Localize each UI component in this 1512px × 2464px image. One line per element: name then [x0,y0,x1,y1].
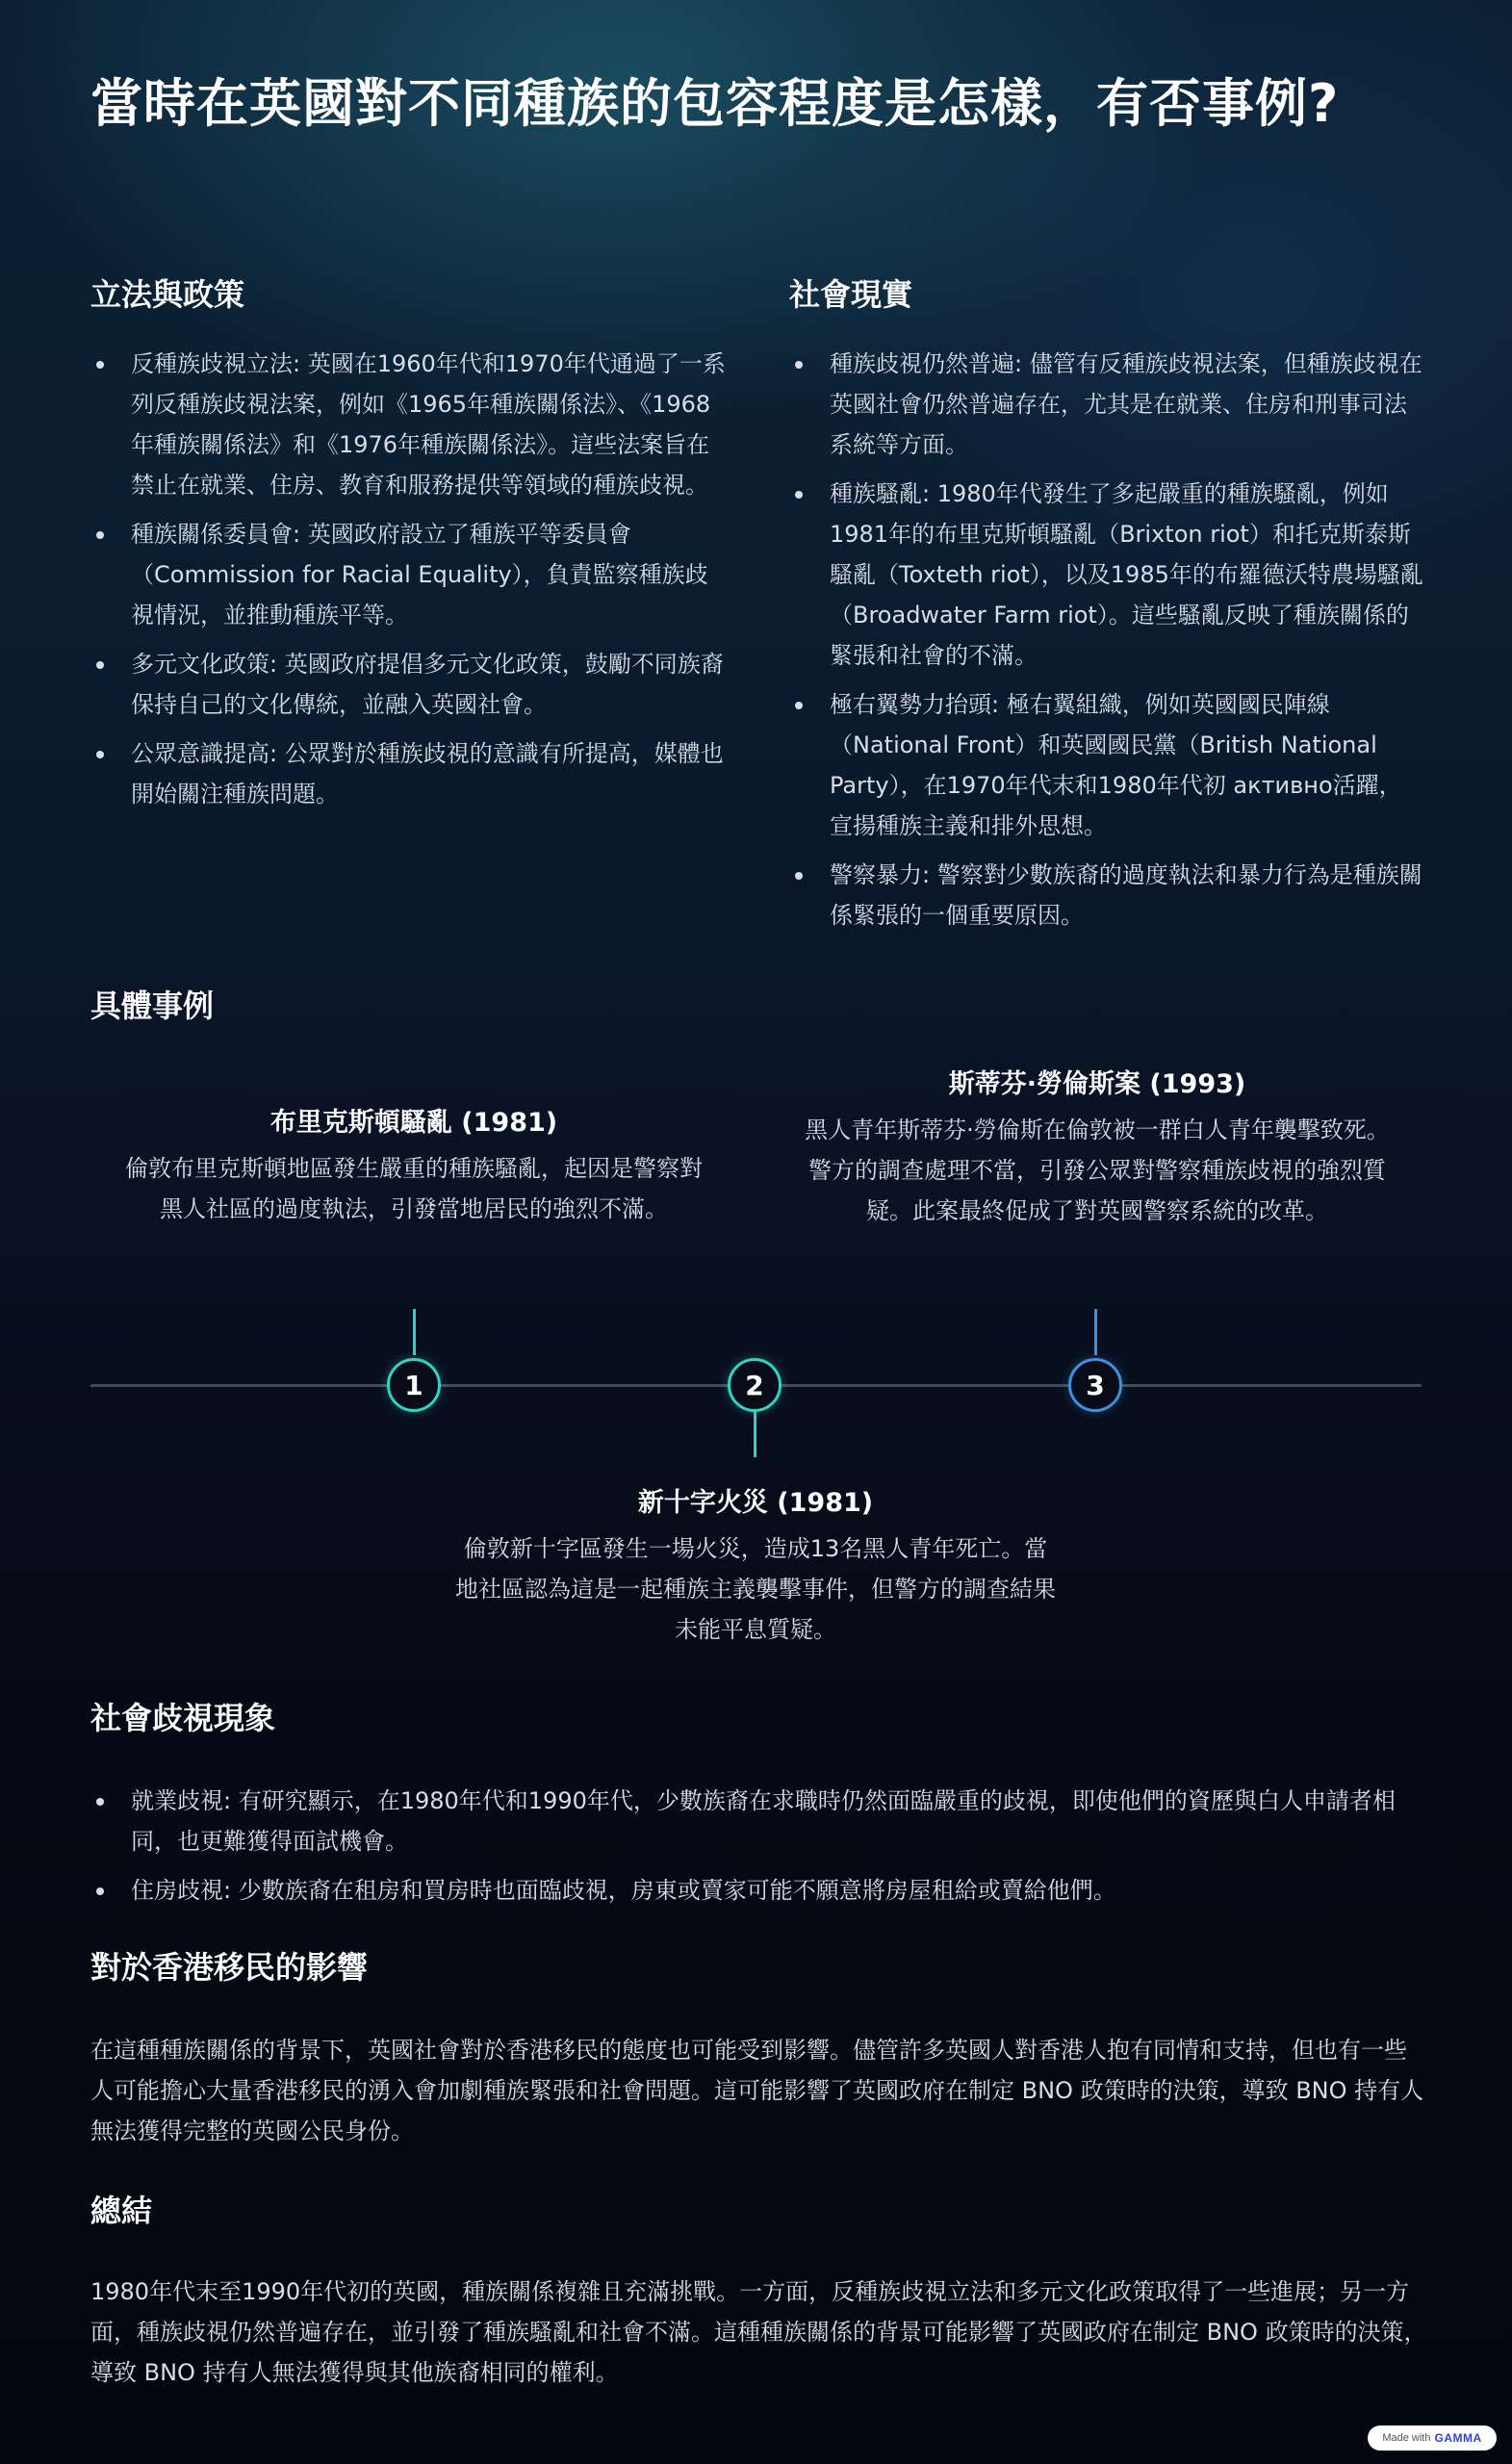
list-item: 極右翼勢力抬頭: 極右翼組織，例如英國國民陣線（National Front）和英國國民黨（British National Party），在1970年代末和1980年代初 активно活躍，宣揚種族主義和排外思想。 [789,684,1424,846]
discrimination-list [90,1781,1428,1919]
list-item: 公眾意識提高: 公眾對於種族歧視的意識有所提高，媒體也開始關注種族問題。 [90,733,726,814]
timeline-stem [754,1411,756,1457]
event-title: 斯蒂芬·勞倫斯案 (1993) [948,1069,1246,1099]
timeline-node-1: 1 [387,1358,441,1412]
legislation-list [90,344,726,823]
timeline-event-2 [452,1484,1059,1650]
list-item: 種族關係委員會: 英國政府設立了種族平等委員會（Commission for Racial Equality），負責監察種族歧視情況，並推動種族平等。 [90,514,726,635]
list-item: 警察暴力: 警察對少數族裔的過度執法和暴力行為是種族關係緊張的一個重要原因。 [789,855,1424,936]
event-title: 新十字火災 (1981) [637,1488,874,1518]
page-title: 當時在英國對不同種族的包容程度是怎樣，有否事例? [90,73,1340,134]
timeline-stem [413,1309,416,1355]
list-item: 住房歧視: 少數族裔在租房和買房時也面臨歧視，房東或賣家可能不願意將房屋租給或賣給他們。 [90,1870,1428,1911]
event-body: 倫敦新十字區發生一場火災，造成13名黑人青年死亡。當地社區認為這是一起種族主義襲擊事件，但警方的調查結果未能平息質疑。 [455,1535,1056,1643]
timeline-node-2: 2 [728,1358,782,1412]
made-with-badge[interactable] [1368,2426,1497,2451]
event-body: 倫敦布里克斯頓地區發生嚴重的種族騷亂，起因是警察對黑人社區的過度執法，引發當地居民的強烈不滿。 [125,1155,703,1222]
gamma-logo: GAMMA [1434,2431,1482,2445]
examples-heading: 具體事例 [90,988,215,1024]
event-body: 黑人青年斯蒂芬·勞倫斯在倫敦被一群白人青年襲擊致死。警方的調查處理不當，引發公眾對警察種族歧視的強烈質疑。此案最終促成了對英國警察系統的改革。 [805,1116,1390,1224]
list-item: 種族歧視仍然普遍: 儘管有反種族歧視法案，但種族歧視在英國社會仍然普遍存在，尤其是在就業、住房和刑事司法系統等方面。 [789,344,1424,465]
discrimination-heading: 社會歧視現象 [90,1700,276,1736]
event-title: 布里克斯頓騷亂 (1981) [269,1108,558,1138]
timeline-event-1 [115,1104,712,1229]
hk-impact-body: 在這種種族關係的背景下，英國社會對於香港移民的態度也可能受到影響。儘管許多英國人對香港人抱有同情和支持，但也有一些人可能擔心大量香港移民的湧入會加劇種族緊張和社會問題。這可能影響了英國政府在制定 BNO 政策時的決策，導致 BNO 持有人無法獲得完整的英國公民身份。 [90,2037,1424,2144]
legislation-heading: 立法與政策 [90,276,245,313]
list-item: 反種族歧視立法: 英國在1960年代和1970年代通過了一系列反種族歧視法案，例如《1965年種族關係法》、《1968年種族關係法》和《1976年種族關係法》。這些法案旨在禁止在就業、住房、教育和服務提供等領域的種族歧視。 [90,344,726,505]
timeline-stem [1094,1309,1097,1355]
list-item: 就業歧視: 有研究顯示，在1980年代和1990年代，少數族裔在求職時仍然面臨嚴重的歧視，即使他們的資歷與白人申請者相同，也更難獲得面試機會。 [90,1781,1428,1861]
list-item: 種族騷亂: 1980年代發生了多起嚴重的種族騷亂，例如1981年的布里克斯頓騷亂（Brixton riot）和托克斯泰斯騷亂（Toxteth riot），以及1985年的布羅德沃特農場騷亂（Broadwater Farm riot）。這些騷亂反映了種族關係的緊張和社會的不滿。 [789,474,1424,676]
list-item: 多元文化政策: 英國政府提倡多元文化政策，鼓勵不同族裔保持自己的文化傳統，並融入英國社會。 [90,644,726,725]
conclusion-body: 1980年代末至1990年代初的英國，種族關係複雜且充滿挑戰。一方面，反種族歧視立法和多元文化政策取得了一些進展；另一方面，種族歧視仍然普遍存在，並引發了種族騷亂和社會不滿。這種種族關係的背景可能影響了英國政府在制定 BNO 政策時的決策，導致 BNO 持有人無法獲得與其他族裔相同的權利。 [90,2278,1427,2386]
timeline-node-3: 3 [1068,1358,1122,1412]
timeline-event-3 [794,1065,1400,1231]
conclusion-heading: 總結 [90,2193,153,2229]
badge-prefix: Made with [1382,2432,1431,2444]
hk-impact-heading: 對於香港移民的影響 [90,1949,369,1986]
social-reality-heading: 社會現實 [789,276,913,313]
social-reality-list [789,344,1424,944]
